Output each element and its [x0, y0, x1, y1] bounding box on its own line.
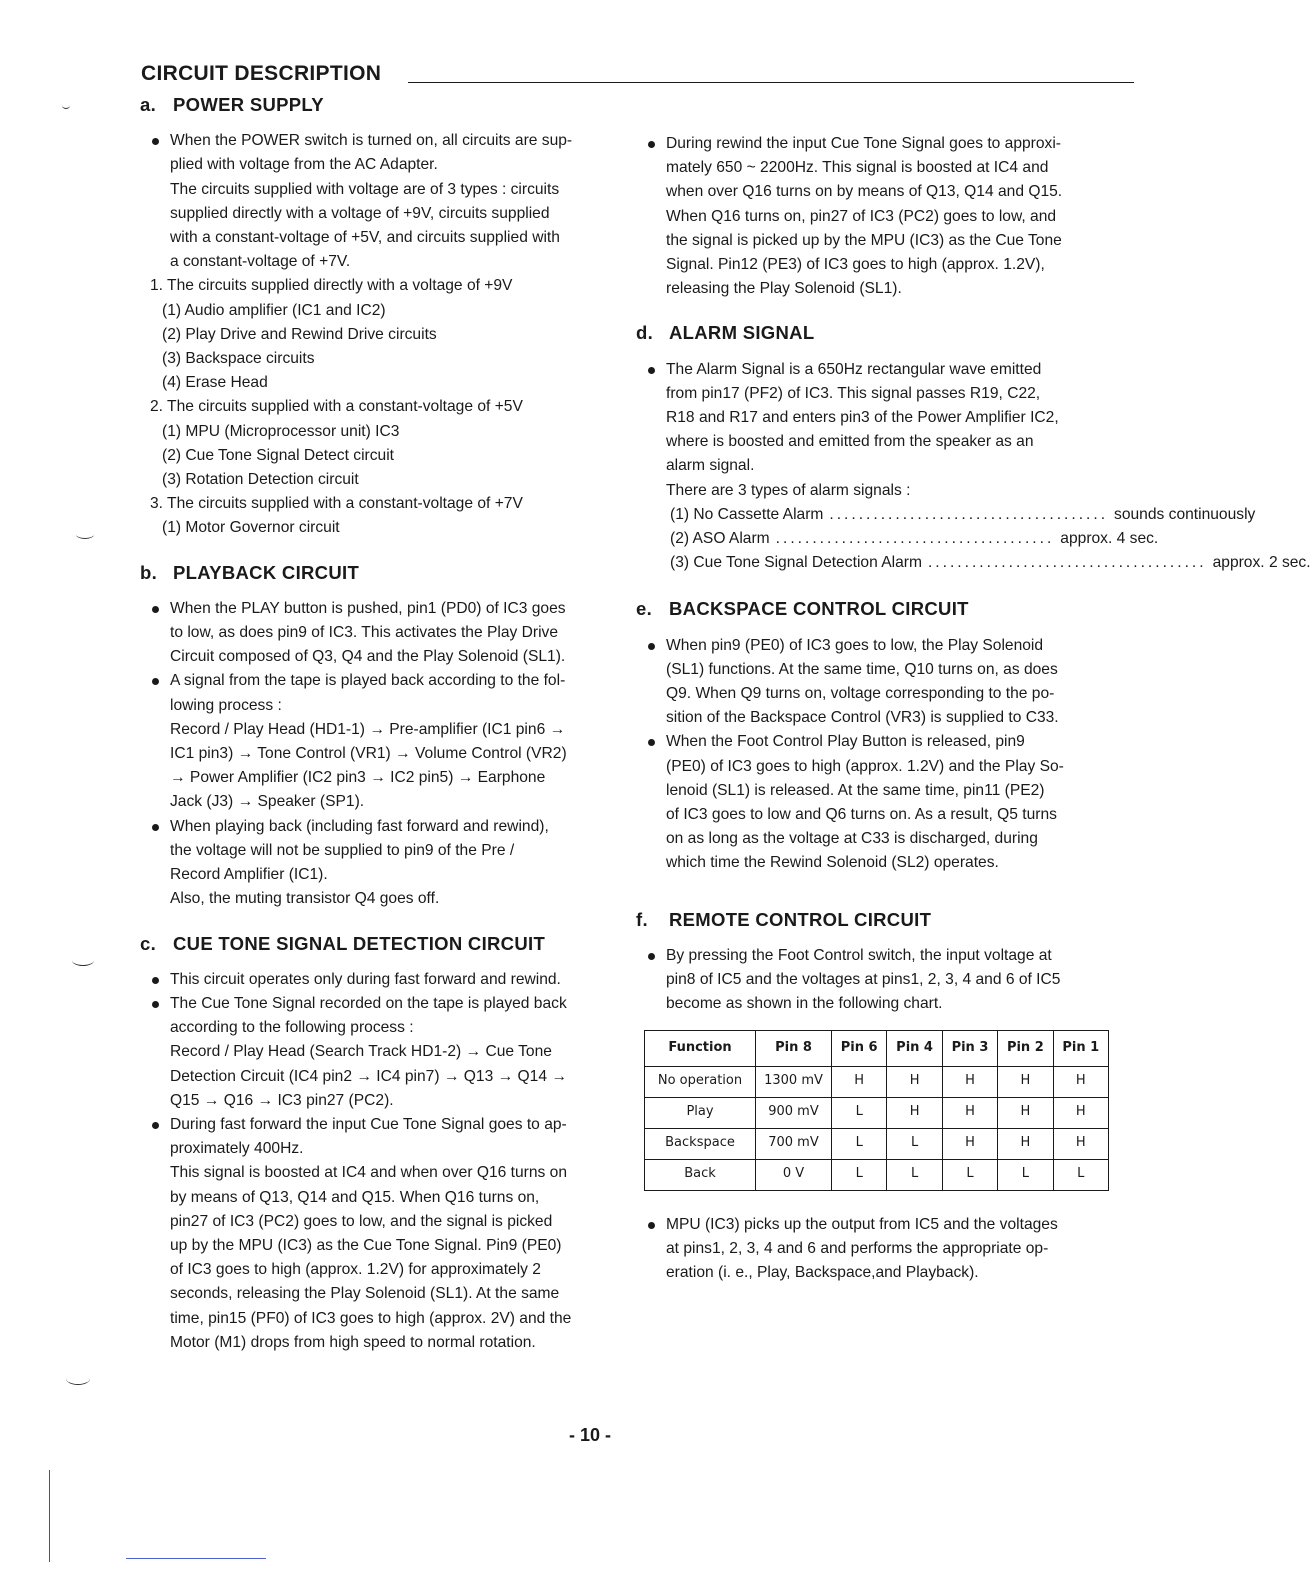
list-item: (1) Audio amplifier (IC1 and IC2): [162, 301, 386, 319]
section-c-bullet-2: [140, 992, 620, 1113]
table-row: [645, 1128, 1109, 1159]
text-line: Also, the muting transistor Q4 goes off.: [170, 890, 440, 908]
leader-dots: ......................................: [829, 505, 1109, 523]
title-rule: [408, 82, 1134, 83]
scan-underline-mark: [126, 1558, 266, 1559]
section-f-title: REMOTE CONTROL CIRCUIT: [669, 908, 932, 930]
text-line: → Power Amplifier (IC2 pin3 → IC2 pin5) → Earphone: [170, 769, 546, 787]
scan-margin-mark: [62, 102, 70, 109]
left-column: [140, 93, 620, 1355]
bullet-icon: [648, 953, 655, 960]
table-cell: H: [998, 1128, 1053, 1159]
table-cell: No operation: [645, 1066, 756, 1097]
table-cell: H: [942, 1128, 997, 1159]
text-line: mately 650 ~ 2200Hz. This signal is boosted at IC4 and: [666, 159, 1049, 177]
table-cell: L: [998, 1159, 1053, 1190]
table-cell: L: [832, 1128, 887, 1159]
bullet-icon: [648, 1222, 655, 1229]
table-cell: H: [942, 1097, 997, 1128]
table-cell: H: [1053, 1097, 1108, 1128]
section-c-bullet-4: [636, 132, 1120, 301]
section-a-list: [140, 274, 620, 540]
bullet-icon: [152, 1122, 159, 1129]
text-line: The Cue Tone Signal recorded on the tape is played back: [170, 994, 567, 1012]
section-a-letter: a.: [140, 94, 157, 115]
text-line: from pin17 (PF2) of IC3. This signal passes R19, C22,: [666, 384, 1041, 402]
list-item: 2. The circuits supplied with a constant-voltage of +5V: [150, 398, 523, 416]
alarm-item: [636, 527, 1159, 551]
text-line: Motor (M1) drops from high speed to normal rotation.: [170, 1333, 536, 1351]
alarm-label: (3) Cue Tone Signal Detection Alarm: [670, 554, 922, 572]
section-e-bullet-1: [636, 634, 1120, 731]
text-line: plied with voltage from the AC Adapter.: [170, 156, 438, 174]
alarm-label: (1) No Cassette Alarm: [670, 505, 824, 523]
bullet-icon: [648, 367, 655, 374]
table-cell: H: [887, 1097, 942, 1128]
table-cell: 900 mV: [756, 1097, 832, 1128]
leader-dots: ......................................: [775, 530, 1055, 548]
section-a-bullet-1: [140, 129, 620, 274]
section-d-letter: d.: [636, 322, 654, 344]
list-item: (3) Rotation Detection circuit: [162, 471, 359, 489]
bullet-icon: [152, 606, 159, 613]
section-a-heading: [140, 93, 620, 117]
scan-margin-mark: [66, 1372, 90, 1385]
bullet-icon: [648, 643, 655, 650]
section-b-heading: [140, 561, 620, 585]
text-line: seconds, releasing the Play Solenoid (SL1). At the same: [170, 1285, 560, 1303]
text-line: up by the MPU (IC3) as the Cue Tone Signal. Pin9 (PE0): [170, 1236, 562, 1254]
text-line: to low, as does pin9 of IC3. This activates the Play Drive: [170, 624, 559, 642]
text-line: pin27 of IC3 (PC2) goes to low, and the signal is picked: [170, 1212, 553, 1230]
text-line: lenoid (SL1) is released. At the same time, pin11 (PE2): [666, 781, 1045, 799]
section-b-letter: b.: [140, 561, 158, 583]
bullet-icon: [152, 138, 159, 145]
bullet-icon: [648, 739, 655, 746]
table-cell: L: [832, 1159, 887, 1190]
table-cell: H: [1053, 1066, 1108, 1097]
remote-control-table: [644, 1030, 1109, 1191]
text-line: When pin9 (PE0) of IC3 goes to low, the Play Solenoid: [666, 636, 1044, 654]
text-line: a constant-voltage of +7V.: [170, 253, 351, 271]
text-line: When the Foot Control Play Button is released, pin9: [666, 733, 1025, 751]
text-line: The Alarm Signal is a 650Hz rectangular wave emitted: [666, 360, 1042, 378]
alarm-item: [636, 503, 1256, 527]
text-line: where is boosted and emitted from the speaker as an: [666, 433, 1034, 451]
section-c-heading: [140, 932, 620, 956]
alarm-value: approx. 4 sec.: [1060, 530, 1159, 548]
text-line: the voltage will not be supplied to pin9 of the Pre /: [170, 841, 515, 859]
alarm-value: sounds continuously: [1114, 505, 1256, 523]
table-cell: Back: [645, 1159, 756, 1190]
text-line: When playing back (including fast forward and rewind),: [170, 817, 549, 835]
table-cell: H: [1053, 1128, 1108, 1159]
text-line: according to the following process :: [170, 1019, 414, 1037]
table-cell: Play: [645, 1097, 756, 1128]
table-cell: H: [998, 1066, 1053, 1097]
text-line: supplied directly with a voltage of +9V, circuits supplied: [170, 204, 550, 222]
section-d-heading: [636, 321, 1120, 345]
page-number: - 10 -: [568, 1425, 611, 1445]
section-c-bullet-3: [140, 1113, 620, 1355]
text-line: Record / Play Head (Search Track HD1-2) → Cue Tone: [170, 1043, 552, 1061]
text-line: By pressing the Foot Control switch, the input voltage at: [666, 946, 1052, 964]
text-line: Signal. Pin12 (PE3) of IC3 goes to high (approx. 1.2V),: [666, 256, 1045, 274]
list-item: (3) Backspace circuits: [162, 350, 315, 368]
bullet-icon: [152, 1001, 159, 1008]
text-line: When the PLAY button is pushed, pin1 (PD0) of IC3 goes: [170, 599, 566, 617]
text-line: of IC3 goes to high (approx. 1.2V) for approximately 2: [170, 1261, 541, 1279]
text-line: During rewind the input Cue Tone Signal goes to approxi-: [666, 135, 1061, 152]
bullet-icon: [152, 678, 159, 685]
text-line: MPU (IC3) picks up the output from IC5 and the voltages: [666, 1215, 1058, 1233]
text-line: eration (i. e., Play, Backspace,and Playback).: [666, 1263, 979, 1281]
column-header: Pin 8: [756, 1030, 832, 1066]
section-c-title: CUE TONE SIGNAL DETECTION CIRCUIT: [173, 932, 546, 954]
list-item: (1) MPU (Microprocessor unit) IC3: [162, 422, 400, 440]
table-cell: L: [887, 1159, 942, 1190]
section-d-bullet-1: [636, 358, 1120, 503]
text-line: when over Q16 turns on by means of Q13, Q14 and Q15.: [666, 183, 1063, 201]
table-cell: L: [942, 1159, 997, 1190]
table-cell: 0 V: [756, 1159, 832, 1190]
text-line: (PE0) of IC3 goes to high (approx. 1.2V) and the Play So-: [666, 757, 1064, 775]
text-line: of IC3 goes to low and Q6 turns on. As a result, Q5 turns: [666, 806, 1057, 824]
bullet-icon: [648, 141, 655, 148]
list-item: 3. The circuits supplied with a constant-voltage of +7V: [150, 495, 523, 513]
text-line: become as shown in the following chart.: [666, 995, 943, 1013]
table-cell: H: [998, 1097, 1053, 1128]
column-header: Pin 2: [998, 1030, 1053, 1066]
text-line: proximately 400Hz.: [170, 1140, 304, 1158]
scan-margin-line: [49, 1470, 50, 1562]
leader-dots: ......................................: [927, 554, 1207, 572]
table-cell: L: [832, 1097, 887, 1128]
right-column: [636, 132, 1311, 1285]
text-line: releasing the Play Solenoid (SL1).: [666, 280, 902, 298]
table-row: [645, 1159, 1109, 1190]
table-row: [645, 1097, 1109, 1128]
table-cell: L: [1053, 1159, 1108, 1190]
text-line: There are 3 types of alarm signals :: [666, 481, 911, 499]
section-c-bullet-1: [140, 968, 620, 992]
section-e-heading: [636, 597, 1120, 621]
table-cell: Backspace: [645, 1128, 756, 1159]
text-line: Q15 → Q16 → IC3 pin27 (PC2).: [170, 1091, 394, 1109]
text-line: Circuit composed of Q3, Q4 and the Play Solenoid (SL1).: [170, 648, 566, 666]
text-line: alarm signal.: [666, 457, 755, 475]
text-line: A signal from the tape is played back according to the fol-: [170, 672, 566, 690]
section-c-letter: c.: [140, 932, 157, 954]
text-line: When Q16 turns on, pin27 of IC3 (PC2) goes to low, and: [666, 207, 1057, 225]
table-cell: 700 mV: [756, 1128, 832, 1159]
list-item: (1) Motor Governor circuit: [162, 519, 340, 537]
table-cell: H: [832, 1066, 887, 1097]
text-line: R18 and R17 and enters pin3 of the Power Amplifier IC2,: [666, 409, 1059, 427]
text-line: by means of Q13, Q14 and Q15. When Q16 turns on,: [170, 1188, 540, 1206]
column-header: Pin 4: [887, 1030, 942, 1066]
text-line: time, pin15 (PF0) of IC3 goes to high (approx. 2V) and the: [170, 1309, 572, 1327]
section-d-title: ALARM SIGNAL: [669, 322, 815, 344]
text-line: During fast forward the input Cue Tone Signal goes to ap-: [170, 1115, 567, 1133]
text-line: pin8 of IC5 and the voltages at pins1, 2, 3, 4 and 6 of IC5: [666, 971, 1061, 989]
text-line: Q9. When Q9 turns on, voltage corresponding to the po-: [666, 685, 1055, 703]
table-row: [645, 1066, 1109, 1097]
text-line: on as long as the voltage at C33 is discharged, during: [666, 830, 1038, 848]
text-line: IC1 pin3) → Tone Control (VR1) → Volume Control (VR2): [170, 745, 567, 763]
table-cell: 1300 mV: [756, 1066, 832, 1097]
text-line: with a constant-voltage of +5V, and circuits supplied with: [170, 229, 560, 247]
text-line: sition of the Backspace Control (VR3) is supplied to C33.: [666, 709, 1059, 727]
list-item: (2) Play Drive and Rewind Drive circuits: [162, 325, 437, 343]
text-line: When the POWER switch is turned on, all circuits are sup-: [170, 132, 573, 150]
bullet-icon: [152, 824, 159, 831]
text-line: Record / Play Head (HD1-1) → Pre-amplifier (IC1 pin6 →: [170, 720, 566, 738]
alarm-list: [636, 503, 1311, 576]
alarm-item: [636, 551, 1311, 575]
scan-margin-mark: [72, 955, 94, 966]
bullet-icon: [152, 977, 159, 984]
section-f-heading: [636, 908, 1120, 932]
table-cell: L: [887, 1128, 942, 1159]
section-e-bullet-2: [636, 730, 1120, 875]
section-e-title: BACKSPACE CONTROL CIRCUIT: [669, 598, 969, 620]
alarm-value: approx. 2 sec.: [1212, 554, 1311, 572]
section-f-bullet-2: [636, 1213, 1120, 1286]
text-line: which time the Rewind Solenoid (SL2) operates.: [666, 854, 999, 872]
page-title: CIRCUIT DESCRIPTION: [141, 62, 382, 85]
text-line: (SL1) functions. At the same time, Q10 turns on, as does: [666, 660, 1058, 678]
list-item: 1. The circuits supplied directly with a voltage of +9V: [150, 277, 513, 295]
text-line: Record Amplifier (IC1).: [170, 866, 328, 884]
table-cell: H: [887, 1066, 942, 1097]
text-line: Detection Circuit (IC4 pin2 → IC4 pin7) → Q13 → Q14 →: [170, 1067, 567, 1085]
text-line: at pins1, 2, 3, 4 and 6 and performs the appropriate op-: [666, 1239, 1049, 1257]
text-line: Jack (J3) → Speaker (SP1).: [170, 793, 365, 811]
table-header-row: [645, 1030, 1109, 1066]
section-b-bullet-1: [140, 597, 620, 670]
column-header: Function: [645, 1030, 756, 1066]
scan-margin-mark: [76, 530, 94, 539]
alarm-label: (2) ASO Alarm: [670, 530, 770, 548]
column-header: Pin 3: [942, 1030, 997, 1066]
text-line: lowing process :: [170, 696, 282, 714]
section-b-title: PLAYBACK CIRCUIT: [173, 561, 360, 583]
column-header: Pin 1: [1053, 1030, 1108, 1066]
section-a-title: POWER SUPPLY: [173, 94, 324, 115]
section-e-letter: e.: [636, 598, 653, 620]
section-f-letter: f.: [636, 908, 648, 930]
text-line: This signal is boosted at IC4 and when over Q16 turns on: [170, 1164, 568, 1182]
table-cell: H: [942, 1066, 997, 1097]
section-b-bullet-2: [140, 669, 620, 814]
list-item: (2) Cue Tone Signal Detect circuit: [162, 446, 394, 464]
section-f-bullet-1: [636, 944, 1120, 1017]
list-item: (4) Erase Head: [162, 374, 268, 392]
section-b-bullet-3: [140, 815, 620, 912]
text-line: This circuit operates only during fast forward and rewind.: [170, 970, 561, 988]
column-header: Pin 6: [832, 1030, 887, 1066]
text-line: The circuits supplied with voltage are of 3 types : circuits: [170, 180, 560, 198]
text-line: the signal is picked up by the MPU (IC3) as the Cue Tone: [666, 231, 1062, 249]
